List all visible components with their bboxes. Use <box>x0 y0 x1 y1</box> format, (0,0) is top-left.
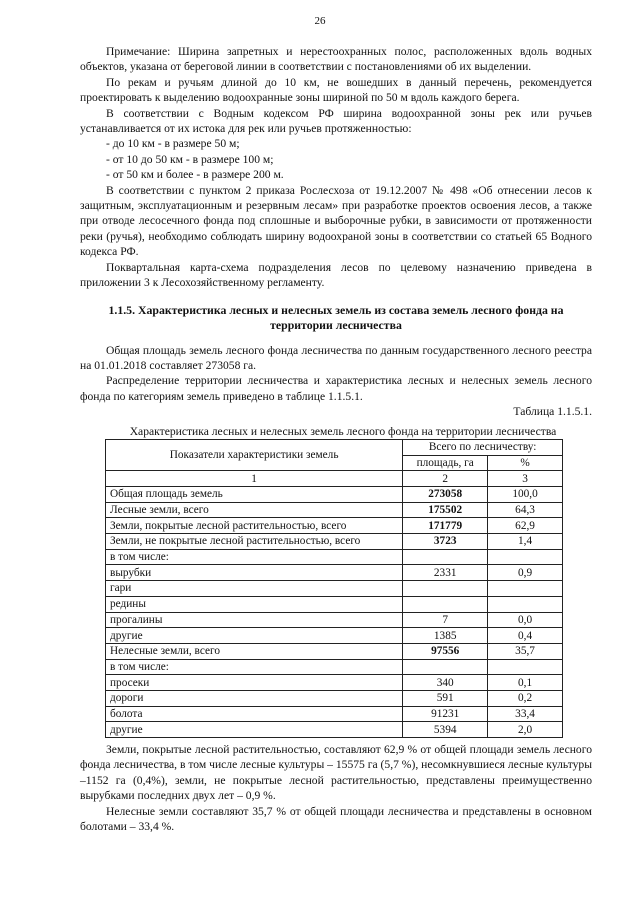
row-percent: 100,0 <box>488 487 563 503</box>
table-row <box>106 628 563 644</box>
row-area <box>403 581 488 597</box>
table-row <box>106 565 563 581</box>
table-row <box>106 643 563 659</box>
table-row <box>106 581 563 597</box>
row-percent: 1,4 <box>488 534 563 550</box>
row-name: дороги <box>106 690 403 706</box>
row-percent: 0,2 <box>488 690 563 706</box>
row-area: 1385 <box>403 628 488 644</box>
row-area: 340 <box>403 675 488 691</box>
table-row <box>106 690 563 706</box>
table-title: Характеристика лесных и нелесных земель лесного фонда на территории лесничества <box>129 424 557 438</box>
row-percent: 64,3 <box>488 502 563 518</box>
row-name: гари <box>106 581 403 597</box>
table-body <box>106 487 563 738</box>
column-number: 2 <box>403 471 488 487</box>
column-number: 1 <box>106 471 403 487</box>
row-area: 5394 <box>403 722 488 738</box>
row-area: 591 <box>403 690 488 706</box>
row-name: болота <box>106 706 403 722</box>
row-area <box>403 659 488 675</box>
row-name: другие <box>106 628 403 644</box>
row-area: 175502 <box>403 502 488 518</box>
page-number: 26 <box>314 15 326 27</box>
list-item: - от 50 км и более - в размере 200 м. <box>106 168 284 182</box>
table-row <box>106 675 563 691</box>
row-percent <box>488 549 563 565</box>
row-name: в том числе: <box>106 549 403 565</box>
row-name: другие <box>106 722 403 738</box>
row-percent: 35,7 <box>488 643 563 659</box>
header-area: площадь, га <box>403 455 488 471</box>
row-name: просеки <box>106 675 403 691</box>
non-forest-paragraph: Нелесные земли составляют 35,7 % от общей площади лесничества и представлены в основном болотами – 33,4 %. <box>80 804 592 834</box>
row-percent: 2,0 <box>488 722 563 738</box>
row-name: вырубки <box>106 565 403 581</box>
row-percent: 0,0 <box>488 612 563 628</box>
row-name: Земли, не покрытые лесной растительностью, всего <box>106 534 403 550</box>
row-name: редины <box>106 596 403 612</box>
content-column <box>80 44 592 834</box>
row-percent: 0,4 <box>488 628 563 644</box>
row-name: Общая площадь земель <box>106 487 403 503</box>
column-number: 3 <box>488 471 563 487</box>
total-area-paragraph: Общая площадь земель лесного фонда лесничества по данным государственного лесного реестра на 01.01.2018 составляет 273058 га. <box>80 343 592 372</box>
row-percent <box>488 581 563 597</box>
row-area: 3723 <box>403 534 488 550</box>
list-item: - до 10 км - в размере 50 м; <box>106 137 240 151</box>
table-label: Таблица 1.1.5.1. <box>513 405 592 419</box>
row-percent <box>488 659 563 675</box>
header-percent: % <box>488 455 563 471</box>
row-name: прогалины <box>106 612 403 628</box>
table-row <box>106 502 563 518</box>
row-area: 7 <box>403 612 488 628</box>
row-percent: 33,4 <box>488 706 563 722</box>
row-name: Лесные земли, всего <box>106 502 403 518</box>
note-paragraph: Примечание: Ширина запретных и нерестоохранных полос, расположенных вдоль водных объектов, указана от береговой линии в соответствии с постановлениями об их выделении. <box>80 45 592 74</box>
table-row <box>106 612 563 628</box>
row-name: Земли, покрытые лесной растительностью, всего <box>106 518 403 534</box>
row-name: Нелесные земли, всего <box>106 643 403 659</box>
row-area: 273058 <box>403 487 488 503</box>
row-area <box>403 549 488 565</box>
table-row <box>106 534 563 550</box>
row-percent <box>488 596 563 612</box>
row-name: в том числе: <box>106 659 403 675</box>
table-row <box>106 549 563 565</box>
row-area: 171779 <box>403 518 488 534</box>
table-row <box>106 722 563 738</box>
covered-lands-paragraph: Земли, покрытые лесной растительностью, составляют 62,9 % от общей площади земель лесного фонда лесничества, в том числе лесные культуры – 15575 га (5,7 %), несомкнувшиеся лесные культуры –1152 га (0,4%), земли, не покрытые лесной растительностью, представлены преимущественно вырубками последних двух лет – 0,9 %. <box>80 743 592 803</box>
order-paragraph: В соответствии с пунктом 2 приказа Рослесхоза от 19.12.2007 № 498 «Об отнесении лесов к защитным, эксплуатационным и резервным лесам» при разработке проектов освоения лесов, а также при отводе лесосечного фонда под сплошные и выборочные рубки, в зависимости от протяженности реки (ручья), необходимо соблюдать ширину водоохраной зоны в соответствии со статьей 65 Водного кодекса РФ. <box>80 183 592 259</box>
land-characteristics-table <box>105 439 563 738</box>
table-row <box>106 659 563 675</box>
table-row <box>106 518 563 534</box>
rivers-paragraph: По рекам и ручьям длиной до 10 км, не вошедших в данный перечень, рекомендуется проектировать к выделению водоохранные зоны шириной по 50 м вдоль каждого берега. <box>80 75 592 105</box>
table-row <box>106 596 563 612</box>
row-percent: 0,9 <box>488 565 563 581</box>
row-percent: 0,1 <box>488 675 563 691</box>
row-area: 97556 <box>403 643 488 659</box>
water-code-paragraph: В соответствии с Водным кодексом РФ ширина водоохранной зоны рек или ручьев устанавливается от их истока для рек или ручьев протяженностью: <box>80 106 592 136</box>
row-percent: 62,9 <box>488 518 563 534</box>
table-row <box>106 487 563 503</box>
row-area: 91231 <box>403 706 488 722</box>
distribution-paragraph: Распределение территории лесничества и характеристика лесных и нелесных земель лесного фонда по категориям земель приведено в таблице 1.1.5.1. <box>80 374 592 403</box>
header-indicator: Показатели характеристики земель <box>106 439 403 470</box>
table-row <box>106 706 563 722</box>
map-paragraph: Поквартальная карта-схема подразделения лесов по целевому назначению приведена в приложении 3 к Лесохозяйственному регламенту. <box>80 260 592 290</box>
list-item: - от 10 до 50 км - в размере 100 м; <box>106 152 274 166</box>
row-area <box>403 596 488 612</box>
header-total: Всего по лесничеству: <box>403 439 563 455</box>
row-area: 2331 <box>403 565 488 581</box>
section-heading: 1.1.5. Характеристика лесных и нелесных земель из состава земель лесного фонда на территории лесничества <box>108 302 564 332</box>
